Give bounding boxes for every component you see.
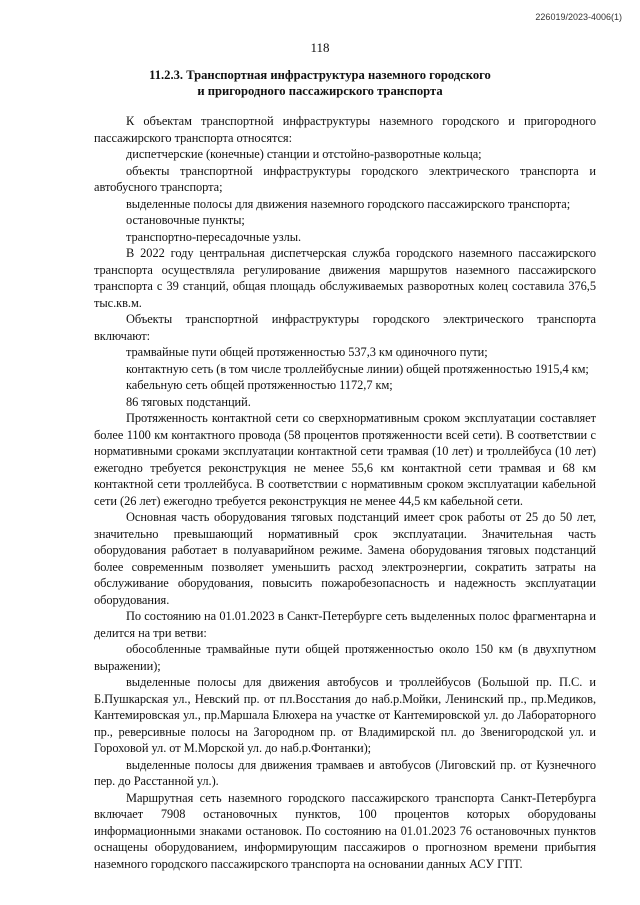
- paragraph: выделенные полосы для движения наземного городского пассажирского транспорта;: [126, 196, 571, 211]
- paragraph: контактную сеть (в том числе троллейбусные линии) общей протяженностью 1915,4 км;: [126, 361, 589, 376]
- paragraph: трамвайные пути общей протяженностью 537,3 км одиночного пути;: [126, 345, 488, 359]
- paragraph: В 2022 году центральная диспетчерская служба городского наземного пассажирского транспорта осуществляла регулирование движения маршрутов наземного пассажирского транспорта с 39 станций, общая площадь обслуживаемых разворотных колец составила 376,5 тыс.кв.м.: [94, 246, 596, 310]
- paragraph: остановочные пункты;: [126, 213, 245, 227]
- document-id: 226019/2023-4006(1): [535, 12, 622, 22]
- paragraph: выделенные полосы для движения автобусов и троллейбусов (Большой пр. П.С. и Б.Пушкарская ул., Невский пр. от пл.Восстания до наб.р.Мойки, Ленинский пр., пр.Медиков, Кантемировская ул., пр.Маршала Блюхера на участке от Кантемировской ул. до Лабораторного пр., реверсивные полосы на Загородном пр. от Владимирской пл. до Звенигородской ул. и Гороховой ул. от М.Морской ул. до наб.р.Фонтанки);: [94, 675, 596, 755]
- section-heading-line-1: 11.2.3. Транспортная инфраструктура наземного городского: [149, 68, 491, 82]
- document-body: [94, 113, 596, 872]
- paragraph: выделенные полосы для движения трамваев и автобусов (Лиговский пр. от Кузнечного пер. до Расстанной ул.).: [94, 757, 596, 788]
- paragraph: Объекты транспортной инфраструктуры городского электрического транспорта включают:: [94, 312, 596, 343]
- page-number: 118: [310, 40, 330, 55]
- section-heading: [90, 67, 550, 99]
- paragraph: транспортно-пересадочные узлы.: [126, 229, 302, 244]
- paragraph: диспетчерские (конечные) станции и отстойно-разворотные кольца;: [126, 147, 482, 161]
- paragraph: Протяженность контактной сети со сверхнормативным сроком эксплуатации составляет более 1100 км контактного провода (58 процентов протяженности всей сети). В соответствии с нормативными сроками эксплуатации контактной сети трамвая (10 лет) и троллейбуса (10 лет) ежегодно требуется реконструкция не менее 55,6 км контактной сети трамвая и 68 км контактной сети троллейбуса. В соответствии с нормативным сроком эксплуатации кабельной сети (26 лет) ежегодно требуется реконструкция не менее 44,5 км кабельной сети.: [94, 411, 596, 508]
- paragraph: 86 тяговых подстанций.: [126, 394, 251, 409]
- paragraph: К объектам транспортной инфраструктуры наземного городского и пригородного пассажирского транспорта относятся:: [94, 114, 596, 145]
- paragraph: По состоянию на 01.01.2023 в Санкт-Петербурге сеть выделенных полос фрагментарна и делится на три ветви:: [94, 609, 596, 640]
- section-heading-line-2: и пригородного пассажирского транспорта: [197, 84, 443, 98]
- paragraph: Маршрутная сеть наземного городского пассажирского транспорта Санкт-Петербурга включает 7908 остановочных пунктов, 100 процентов которых оборудованы информационными знаками остановок. По состоянию на 01.01.2023 76 остановочных пунктов оснащены оборудованием, информирующим пассажиров о прогнозном времени прибытия наземного городского пассажирского транспорта на основании данных АСУ ГПТ.: [94, 790, 596, 871]
- paragraph: кабельную сеть общей протяженностью 1172,7 км;: [126, 378, 393, 392]
- paragraph: Основная часть оборудования тяговых подстанций имеет срок работы от 25 до 50 лет, значительно превышающий нормативный срок эксплуатации. Значительная часть оборудования работает в полуаварийном режиме. Замена оборудования тяговых подстанций более современным позволяет уменьшить расход электроэнергии, сократить затраты на обслуживание оборудования, повысить пожаробезопасность и надежность эксплуатации оборудования.: [94, 510, 596, 607]
- paragraph: объекты транспортной инфраструктуры городского электрического транспорта и автобусного транспорта;: [94, 163, 596, 194]
- paragraph: обособленные трамвайные пути общей протяженностью около 150 км (в двухпутном выражении);: [94, 642, 596, 673]
